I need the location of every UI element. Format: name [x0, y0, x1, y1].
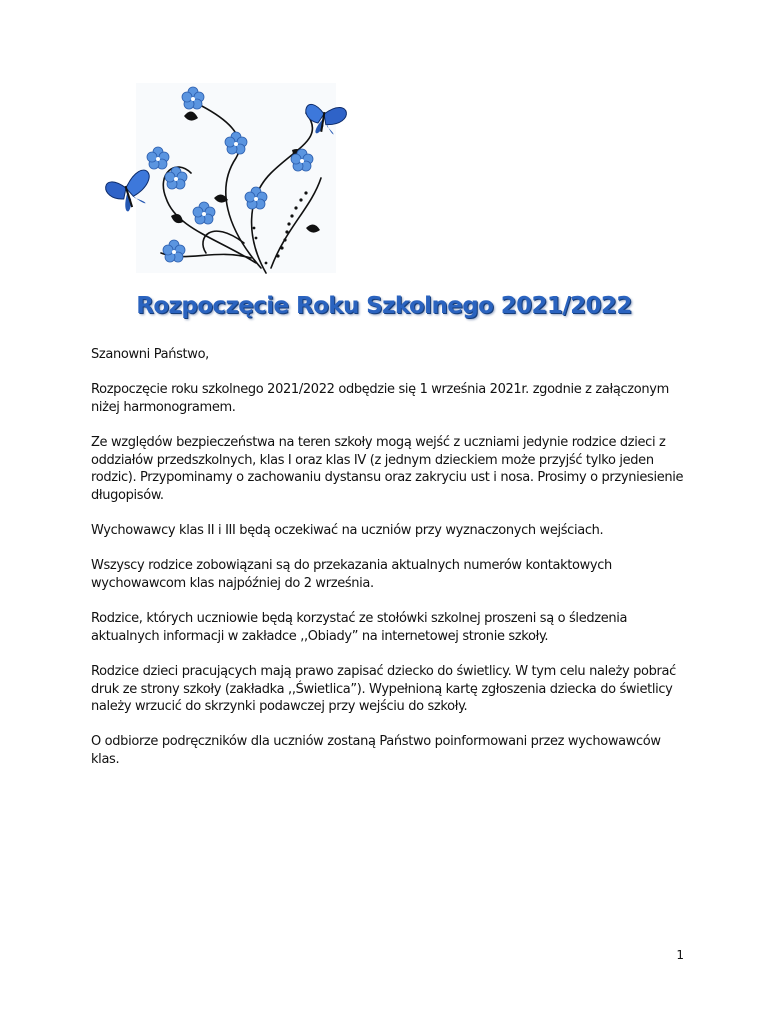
- paragraph-textbooks: O odbiorze podręczników dla uczniów zostaną Państwo poinformowani przez wychowawców klas.: [91, 734, 661, 767]
- paragraph-daycare: Rodzice dzieci pracujących mają prawo zapisać dziecko do świetlicy. W tym celu należy pobrać druk ze strony szkoły (zakładka ,,Świetlica”). Wypełnioną kartę zgłoszenia dziecka do świetlicy należy wrzucić do skrzynki podawczej przy wejściu do szkoły.: [91, 664, 676, 714]
- paragraph-safety: Ze względów bezpieczeństwa na teren szkoły mogą wejść z uczniami jedynie rodzice dzieci z oddziałów przedszkolnych, klas I oraz klas IV (z jednym dzieckiem może przyjść tylko jeden rodzic). Przypominamy o zachowaniu dystansu oraz zakryciu ust i nosa. Prosimy o przyniesienie długopisów.: [91, 435, 684, 503]
- floral-butterfly-decoration: [96, 78, 356, 278]
- paragraph-contacts: Wszyscy rodzice zobowiązani są do przekazania aktualnych numerów kontaktowych wychowawcom klas najpóźniej do 2 września.: [91, 558, 612, 591]
- page-number: 1: [676, 948, 684, 962]
- paragraph-teachers: Wychowawcy klas II i III będą oczekiwać na uczniów przy wyznaczonych wejściach.: [91, 523, 604, 538]
- document-title: Rozpoczęcie Roku Szkolnego 2021/2022: [136, 293, 632, 319]
- greeting: Szanowni Państwo,: [91, 347, 209, 362]
- paragraph-canteen: Rodzice, których uczniowie będą korzystać ze stołówki szkolnej proszeni są o śledzenia aktualnych informacji w zakładce ,,Obiady” na internetowej stronie szkoły.: [91, 611, 628, 644]
- paragraph-date: Rozpoczęcie roku szkolnego 2021/2022 odbędzie się 1 września 2021r. zgodnie z załączonym niżej harmonogramem.: [91, 382, 669, 415]
